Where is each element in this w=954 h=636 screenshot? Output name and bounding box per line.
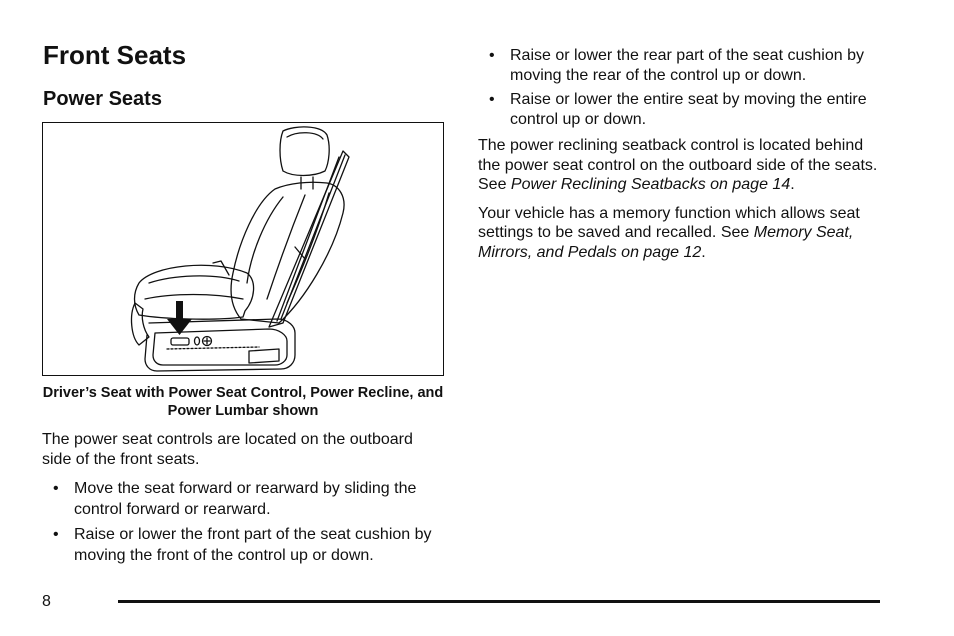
page-title: Front Seats	[43, 40, 187, 70]
bullet-icon: •	[489, 91, 495, 108]
recline-reference-link[interactable]: Power Reclining Seatbacks on page 14	[510, 176, 791, 193]
bullet-icon: •	[53, 526, 59, 544]
memory-paragraph: Your vehicle has a memory function which allows seat settings to be saved and recalled. See Memory Seat, Mirrors, and Pedals on page 12.	[478, 204, 860, 261]
power-seat-drawing	[43, 123, 443, 375]
figure-caption: Driver’s Seat with Power Seat Control, Power Recline, and Power Lumbar shown	[42, 385, 444, 420]
bullet-icon: •	[489, 47, 495, 64]
memory-reference-link[interactable]: Memory Seat, Mirrors, and Pedals on page 12	[478, 224, 854, 261]
recline-paragraph: The power reclining seatback control is located behind the power seat control on the outboard side of the seats. See Power Reclining Seatbacks on page 14.	[478, 137, 878, 193]
section-title: Power Seats	[43, 88, 162, 111]
list-item: • Move the seat forward or rearward by sliding the control forward or rearward.	[53, 480, 417, 519]
list-item: • Raise or lower the rear part of the seat cushion by moving the rear of the control up or down.	[489, 47, 864, 84]
left-bullet-list	[42, 478, 444, 566]
seat-illustration	[42, 122, 444, 376]
intro-paragraph: The power seat controls are located on the outboard side of the front seats.	[42, 431, 413, 468]
right-bullet-list	[478, 46, 888, 130]
page-number: 8	[42, 593, 51, 610]
bullet-icon: •	[53, 480, 59, 498]
footer-rule	[118, 600, 880, 603]
list-item: • Raise or lower the front part of the seat cushion by moving the front of the control up or down.	[53, 526, 432, 565]
list-item: • Raise or lower the entire seat by moving the entire control up or down.	[489, 91, 867, 128]
left-column	[42, 40, 444, 570]
right-column	[478, 46, 888, 271]
